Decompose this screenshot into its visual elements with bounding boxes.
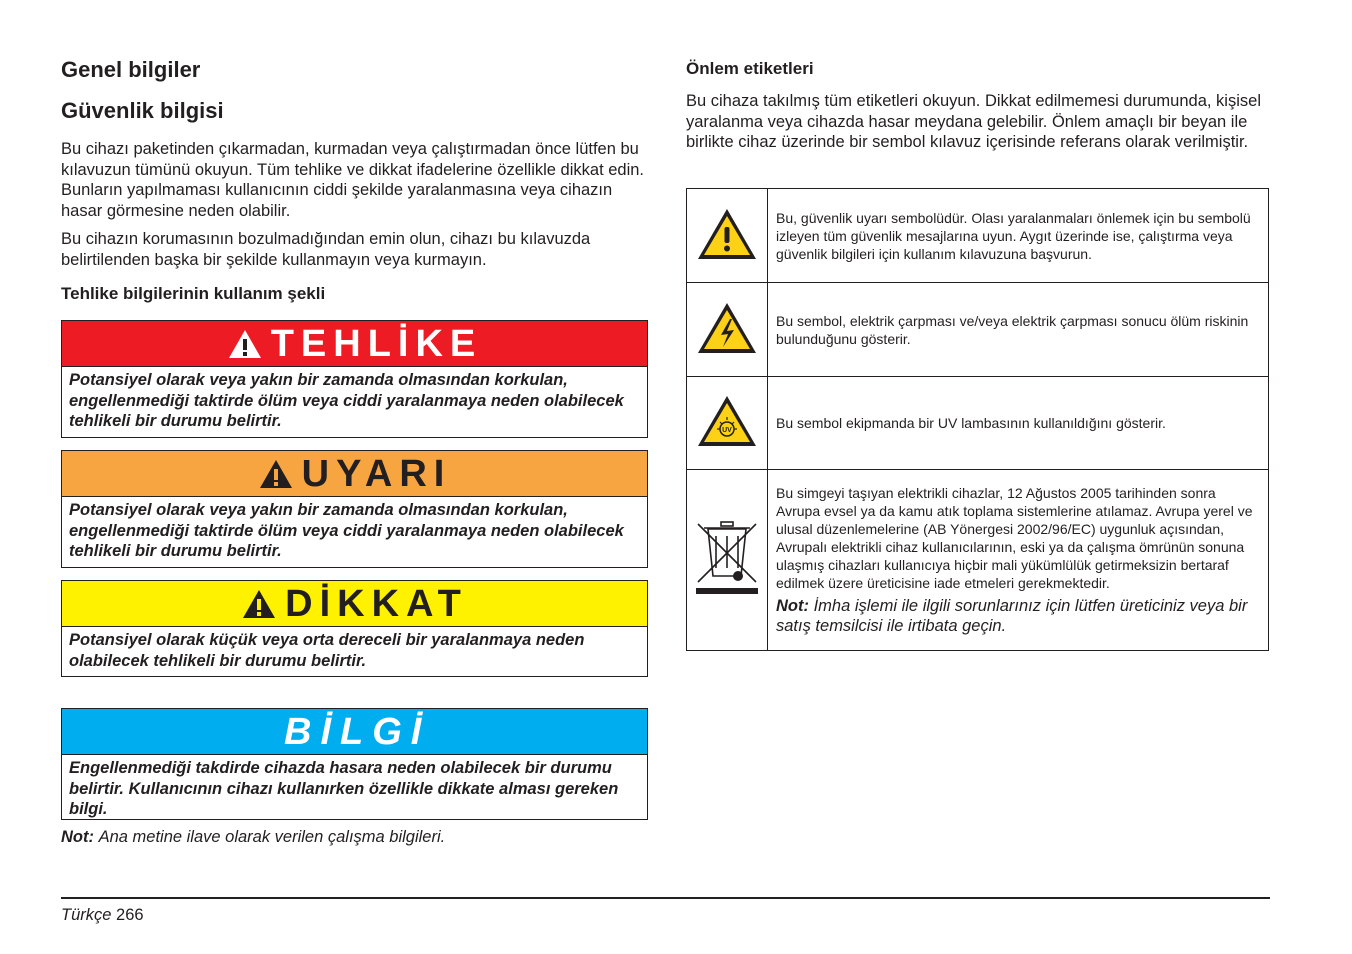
note-label: Not:	[61, 828, 94, 846]
precaution-paragraph: Bu cihaza takılmış tüm etiketleri okuyun. Dikkat edilmemesi durumunda, kişisel yaralanma veya cihazda hasar meydana gelebilir. Önlem amaçlı bir beyan ile birlikte cihaz üzerinde bir sembol kılavuz içerisinde referans olarak verilmiştir.	[686, 92, 1261, 151]
notice-title: BİLGİ	[284, 710, 431, 753]
footer-rule	[61, 897, 1270, 899]
warning-text: Potansiyel olarak veya yakın bir zamanda olmasından korkulan, engellenmediği taktirde ölüm veya ciddi yaralanmaya neden olabilecek tehlikeli bir durumu belirtir.	[69, 501, 624, 560]
danger-band	[62, 321, 647, 367]
danger-box	[61, 320, 648, 438]
symbol-description-weee	[768, 470, 1269, 651]
notice-band	[62, 709, 647, 755]
warning-triangle-icon	[258, 458, 294, 490]
symbol-description: Bu sembol, elektrik çarpması ve/veya elektrik çarpması sonucu ölüm riskinin bulunduğunu gösterir.	[768, 283, 1269, 377]
symbol-table	[686, 188, 1269, 651]
section-heading: Genel bilgiler	[61, 57, 201, 82]
warning-triangle-icon	[227, 328, 263, 360]
weee-note	[776, 596, 1260, 637]
warning-triangle-icon	[695, 206, 759, 262]
note-text: Ana metine ilave olarak verilen çalışma bilgileri.	[98, 828, 446, 846]
table-row	[687, 189, 1269, 283]
intro-paragraph: Bu cihazı paketinden çıkarmadan, kurmadan veya çalıştırmadan önce lütfen bu kılavuzun tümünü okuyun. Tüm tehlike ve dikkat ifadelerine özellikle dikkat edin. Bunların yapılmaması kullanıcının ciddi şekilde yaralanmasına veya cihazın hasar görmesine neden olabilir.	[61, 140, 645, 220]
precaution-labels-heading: Önlem etiketleri	[686, 59, 814, 78]
symbol-description: Bu, güvenlik uyarı sembolüdür. Olası yaralanmaları önlemek için bu sembolü izleyen tüm güvenlik mesajlarına uyun. Aygıt üzerinde ise, çalıştırma veya güvenlik bilgileri için kullanım kılavuzuna başvurun.	[768, 189, 1269, 283]
symbol-description: Bu sembol ekipmanda bir UV lambasının kullanıldığını gösterir.	[768, 377, 1269, 470]
warning-triangle-icon	[241, 588, 277, 620]
warning-box	[61, 450, 648, 568]
notice-text: Engellenmediği takdirde cihazda hasara neden olabilecek bir durumu belirtir. Kullanıcının cihazı kullanırken özellikle dikkate alması gereken bilgi.	[69, 759, 619, 818]
symbol-cell	[687, 377, 768, 470]
weee-note-text: İmha işlemi ile ilgili sorunlarınız için lütfen üreticiniz veya bir satış temsilcisi ile irtibata geçin.	[776, 596, 1248, 635]
caution-text: Potansiyel olarak küçük veya orta dereceli bir yaralanmaya neden olabilecek tehlikeli bir durumu belirtir.	[69, 631, 585, 670]
uv-label: UV	[722, 427, 732, 434]
warning-band	[62, 451, 647, 497]
symbol-cell	[687, 283, 768, 377]
table-row	[687, 377, 1269, 470]
weee-text: Bu simgeyi taşıyan elektrikli cihazlar, 12 Ağustos 2005 tarihinden sonra Avrupa evsel ya da kamu atık toplama sistemlerine atılamaz. Avrupa yerel ve ulusal düzenlemelerine (AB Yönergesi 2002/96/EC) uygunluk açısından, Avrupalı elektrikli cihaz kullanıcılarının, eski ya da çalışma ömrünün sonuna ulaşmış cihazları kullanıcıya hiçbir mali yükümlülük getirmeksizin bertaraf edilmek üzere üreticisine iade etmeleri gerekmektedir.	[776, 484, 1253, 591]
weee-note-label: Not:	[776, 596, 809, 615]
uv-lamp-icon	[695, 393, 759, 449]
note-line	[61, 827, 445, 848]
subsection-heading: Güvenlik bilgisi	[61, 98, 224, 123]
footer	[61, 906, 144, 925]
symbol-cell	[687, 189, 768, 283]
notice-box	[61, 708, 648, 820]
table-row	[687, 470, 1269, 651]
caution-box	[61, 580, 648, 677]
page-number: 266	[116, 906, 144, 924]
warning-title: UYARI	[301, 452, 452, 495]
danger-text: Potansiyel olarak veya yakın bir zamanda olmasından korkulan, engellenmediği taktirde ölüm veya ciddi yaralanmaya neden olabilecek tehlikeli bir durumu belirtir.	[69, 371, 624, 430]
footer-language: Türkçe	[61, 906, 112, 924]
caution-title: DİKKAT	[285, 582, 468, 625]
weee-bin-icon	[694, 520, 760, 596]
danger-title: TEHLİKE	[270, 322, 483, 365]
caution-band	[62, 581, 647, 627]
table-row	[687, 283, 1269, 377]
symbol-cell	[687, 470, 768, 651]
hazard-usage-heading: Tehlike bilgilerinin kullanım şekli	[61, 284, 326, 303]
electric-shock-icon	[695, 300, 759, 356]
protection-paragraph: Bu cihazın korumasının bozulmadığından emin olun, cihazı bu kılavuzda belirtilenden başka bir şekilde kullanmayın veya kurmayın.	[61, 230, 591, 269]
